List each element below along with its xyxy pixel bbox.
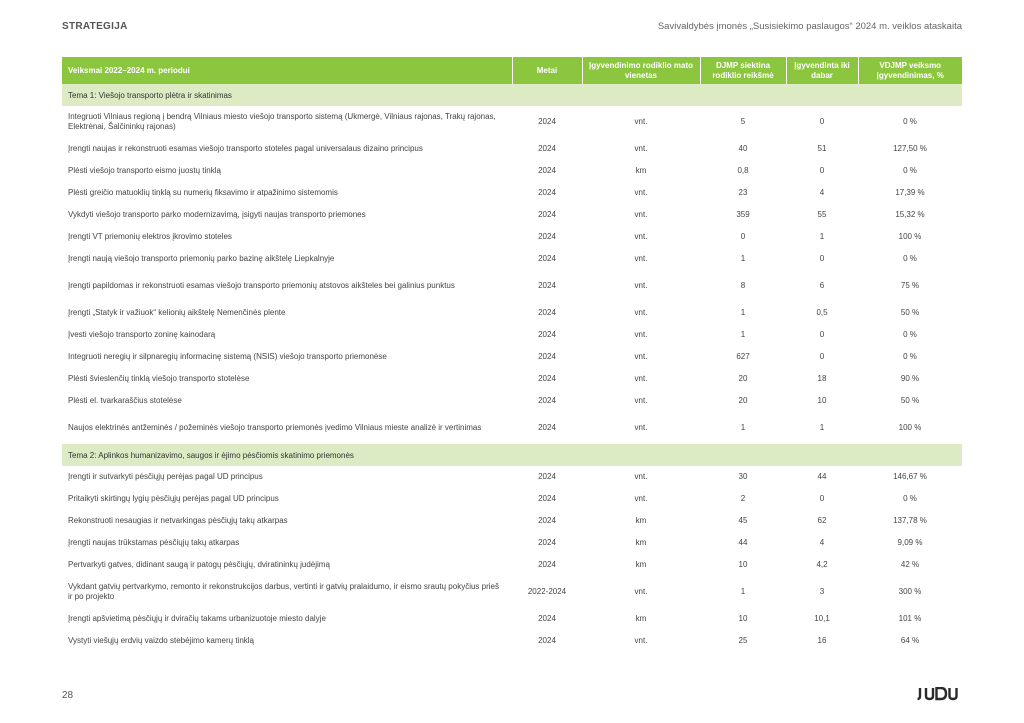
unit-cell: vnt. (634, 308, 648, 317)
unit-cell: vnt. (634, 210, 648, 219)
year-cell: 2024 (538, 396, 556, 405)
percent-cell: 17,39 % (895, 188, 925, 197)
done-cell: 6 (819, 281, 825, 290)
year-cell: 2024 (538, 308, 556, 317)
target-cell: 1 (740, 254, 746, 263)
year-cell: 2024 (538, 188, 556, 197)
table-row (62, 576, 962, 608)
done-cell: 55 (817, 210, 827, 219)
percent-cell: 75 % (900, 281, 920, 290)
percent-cell: 0 % (903, 352, 917, 361)
year-cell: 2024 (538, 281, 556, 290)
action-cell: Pertvarkyti gatves, didinant saugą ir patogų pėsčiųjų, dviratininkų judėjimą (68, 560, 330, 569)
done-cell: 0 (819, 117, 825, 126)
percent-cell: 90 % (900, 374, 920, 383)
target-cell: 5 (740, 117, 746, 126)
target-cell: 1 (740, 587, 746, 596)
year-cell: 2024 (538, 330, 556, 339)
done-cell: 0 (819, 494, 825, 503)
unit-cell: vnt. (634, 374, 648, 383)
year-cell: 2024 (538, 560, 556, 569)
percent-cell: 300 % (898, 587, 922, 596)
year-cell: 2024 (538, 374, 556, 383)
target-cell: 20 (738, 374, 748, 383)
action-cell: Plėsti el. tvarkaraščius stotelėse (68, 396, 182, 405)
year-cell: 2024 (538, 254, 556, 263)
section-label: STRATEGIJA (62, 21, 128, 32)
table-body (62, 84, 962, 652)
action-cell: Integruoti Vilniaus regioną į bendrą Vilniaus miesto viešojo transporto sistemą (Ukmergė, Vilniaus rajonas, Trakų rajonas, Elektrėnai, Šalčininkų rajonas) (68, 112, 496, 131)
action-cell: Plėsti viešojo transporto eismo juostų tinklą (68, 166, 221, 175)
target-cell: 0 (740, 232, 746, 241)
table-row (62, 248, 962, 270)
report-title: Savivaldybės įmonės „Susisiekimo paslaugos“ 2024 m. veiklos ataskaita (657, 21, 962, 32)
year-cell: 2024 (538, 352, 556, 361)
target-cell: 359 (736, 210, 750, 219)
target-cell: 10 (738, 560, 748, 569)
table-row (62, 160, 962, 182)
action-cell: Rekonstruoti nesaugias ir netvarkingas pėsčiųjų takų atkarpas (68, 516, 288, 525)
action-cell: Įrengti apšvietimą pėsčiųjų ir dviračių takams urbanizuotoje miesto dalyje (68, 614, 326, 623)
percent-cell: 100 % (898, 232, 922, 241)
target-cell: 1 (740, 308, 746, 317)
year-cell: 2024 (538, 232, 556, 241)
done-cell: 0 (819, 166, 825, 175)
percent-cell: 50 % (900, 396, 920, 405)
unit-cell: vnt. (634, 254, 648, 263)
action-cell: Pritaikyti skirtingų lygių pėsčiųjų perėjas pagal UD principus (68, 494, 279, 503)
year-cell: 2024 (538, 636, 556, 645)
target-cell: 45 (738, 516, 748, 525)
unit-cell: vnt. (634, 281, 648, 290)
year-cell: 2024 (538, 516, 556, 525)
year-cell: 2024 (538, 166, 556, 175)
action-cell: Įrengti naujas trūkstamas pėsčiųjų takų atkarpas (68, 538, 240, 547)
table-row (62, 226, 962, 248)
action-cell: Įrengti naujas ir rekonstruoti esamas viešojo transporto stoteles pagal universalaus dizaino principus (68, 144, 423, 153)
column-header-actions: Veiksmai 2022–2024 m. periodui (62, 57, 512, 84)
column-header-target: DJMP siektina rodiklio reikšmė (700, 57, 786, 84)
done-cell: 4 (819, 188, 825, 197)
done-cell: 0 (819, 330, 825, 339)
percent-cell: 146,67 % (893, 472, 927, 481)
percent-cell: 15,32 % (895, 210, 925, 219)
target-cell: 627 (736, 352, 750, 361)
table-row (62, 302, 962, 324)
unit-cell: vnt. (634, 494, 648, 503)
target-cell: 1 (740, 423, 746, 432)
year-cell: 2022-2024 (527, 587, 567, 596)
table-row (62, 270, 962, 302)
action-cell: Vystyti viešųjų erdvių vaizdo stebėjimo kamerų tinklą (68, 636, 255, 645)
unit-cell: km (635, 560, 647, 569)
done-cell: 10 (817, 396, 827, 405)
done-cell: 10,1 (814, 614, 830, 623)
percent-cell: 0 % (903, 494, 917, 503)
year-cell: 2024 (538, 494, 556, 503)
percent-cell: 0 % (903, 117, 917, 126)
unit-cell: vnt. (634, 330, 648, 339)
unit-cell: vnt. (634, 396, 648, 405)
action-cell: Plėsti švieslenčių tinklą viešojo transporto stotelėse (68, 374, 250, 383)
done-cell: 44 (817, 472, 827, 481)
target-cell: 2 (740, 494, 746, 503)
column-header-percent: VDJMP veiksmo įgyvendinimas, % (858, 57, 962, 84)
action-cell: Įrengti papildomas ir rekonstruoti esamas viešojo transporto priemonių atstovos aikšteles bei galinius punktus (68, 281, 455, 290)
percent-cell: 101 % (898, 614, 922, 623)
target-cell: 10 (738, 614, 748, 623)
unit-cell: vnt. (634, 587, 648, 596)
done-cell: 16 (817, 636, 827, 645)
section-title: Tema 2: Aplinkos humanizavimo, saugos ir ėjimo pėsčiomis skatinimo priemonės (62, 444, 962, 466)
unit-cell: km (635, 538, 647, 547)
unit-cell: vnt. (634, 144, 648, 153)
year-cell: 2024 (538, 423, 556, 432)
table-row (62, 390, 962, 412)
percent-cell: 50 % (900, 308, 920, 317)
unit-cell: km (635, 614, 647, 623)
target-cell: 40 (738, 144, 748, 153)
table-row (62, 608, 962, 630)
table-row (62, 106, 962, 138)
year-cell: 2024 (538, 472, 556, 481)
target-cell: 20 (738, 396, 748, 405)
table-row (62, 324, 962, 346)
target-cell: 8 (740, 281, 746, 290)
year-cell: 2024 (538, 614, 556, 623)
done-cell: 3 (819, 587, 825, 596)
judu-logo (917, 687, 962, 701)
column-header-unit: Įgyvendinimo rodiklio mato vienetas (582, 57, 700, 84)
column-header-year: Metai (512, 57, 582, 84)
action-cell: Įrengti ir sutvarkyti pėsčiųjų perėjas pagal UD principus (68, 472, 263, 481)
year-cell: 2024 (538, 117, 556, 126)
done-cell: 0,5 (816, 308, 828, 317)
percent-cell: 0 % (903, 330, 917, 339)
done-cell: 1 (819, 232, 825, 241)
unit-cell: vnt. (634, 117, 648, 126)
action-cell: Plėsti greičio matuoklių tinklą su numerių fiksavimo ir atpažinimo sistemomis (68, 188, 338, 197)
table-row (62, 488, 962, 510)
done-cell: 4 (819, 538, 825, 547)
action-cell: Integruoti neregių ir silpnaregių informacinę sistemą (NSIS) viešojo transporto priemonėse (68, 352, 387, 361)
action-cell: Įvesti viešojo transporto zoninę kainodarą (68, 330, 216, 339)
action-cell: Įrengti „Statyk ir važiuok“ kelionių aikštelę Nemenčinės plente (68, 308, 286, 317)
section-row (62, 84, 962, 106)
page-number: 28 (62, 690, 74, 701)
table-row (62, 182, 962, 204)
actions-table (62, 57, 962, 652)
table-row (62, 346, 962, 368)
done-cell: 1 (819, 423, 825, 432)
table-row (62, 368, 962, 390)
unit-cell: km (635, 166, 647, 175)
year-cell: 2024 (538, 144, 556, 153)
unit-cell: vnt. (634, 188, 648, 197)
percent-cell: 0 % (903, 166, 917, 175)
table-row (62, 466, 962, 488)
target-cell: 25 (738, 636, 748, 645)
table-header-row (62, 57, 962, 84)
unit-cell: vnt. (634, 423, 648, 432)
unit-cell: km (635, 516, 647, 525)
unit-cell: vnt. (634, 636, 648, 645)
year-cell: 2024 (538, 538, 556, 547)
done-cell: 4,2 (816, 560, 828, 569)
table-row (62, 532, 962, 554)
done-cell: 0 (819, 254, 825, 263)
table-row (62, 138, 962, 160)
column-header-done: Įgyvendinta iki dabar (786, 57, 858, 84)
done-cell: 18 (817, 374, 827, 383)
table-row (62, 630, 962, 652)
unit-cell: vnt. (634, 232, 648, 241)
done-cell: 51 (817, 144, 827, 153)
unit-cell: vnt. (634, 472, 648, 481)
target-cell: 1 (740, 330, 746, 339)
action-cell: Įrengti VT priemonių elektros įkrovimo stoteles (68, 232, 232, 241)
percent-cell: 42 % (900, 560, 920, 569)
target-cell: 23 (738, 188, 748, 197)
unit-cell: vnt. (634, 352, 648, 361)
action-cell: Vykdyti viešojo transporto parko modernizavimą, įsigyti naujas transporto priemones (68, 210, 366, 219)
target-cell: 0,8 (737, 166, 749, 175)
table-row (62, 554, 962, 576)
done-cell: 0 (819, 352, 825, 361)
percent-cell: 100 % (898, 423, 922, 432)
table-row (62, 510, 962, 532)
section-row (62, 444, 962, 466)
done-cell: 62 (817, 516, 827, 525)
action-cell: Vykdant gatvių pertvarkymo, remonto ir rekonstrukcijos darbus, vertinti ir gatvių pralaidumo, ir eismo srautų pokyčius prieš ir po projekto (68, 582, 499, 601)
table-row (62, 412, 962, 444)
section-title: Tema 1: Viešojo transporto plėtra ir skatinimas (62, 84, 962, 106)
action-cell: Naujos elektrinės antžeminės / požeminės viešojo transporto priemonės įvedimo Vilniaus mieste analizė ir vertinimas (68, 423, 482, 432)
percent-cell: 127,50 % (893, 144, 927, 153)
percent-cell: 0 % (903, 254, 917, 263)
percent-cell: 9,09 % (897, 538, 923, 547)
target-cell: 44 (738, 538, 748, 547)
target-cell: 30 (738, 472, 748, 481)
percent-cell: 64 % (900, 636, 920, 645)
year-cell: 2024 (538, 210, 556, 219)
action-cell: Įrengti naują viešojo transporto priemonių parko bazinę aikštelę Liepkalnyje (68, 254, 335, 263)
percent-cell: 137,78 % (893, 516, 927, 525)
table-row (62, 204, 962, 226)
